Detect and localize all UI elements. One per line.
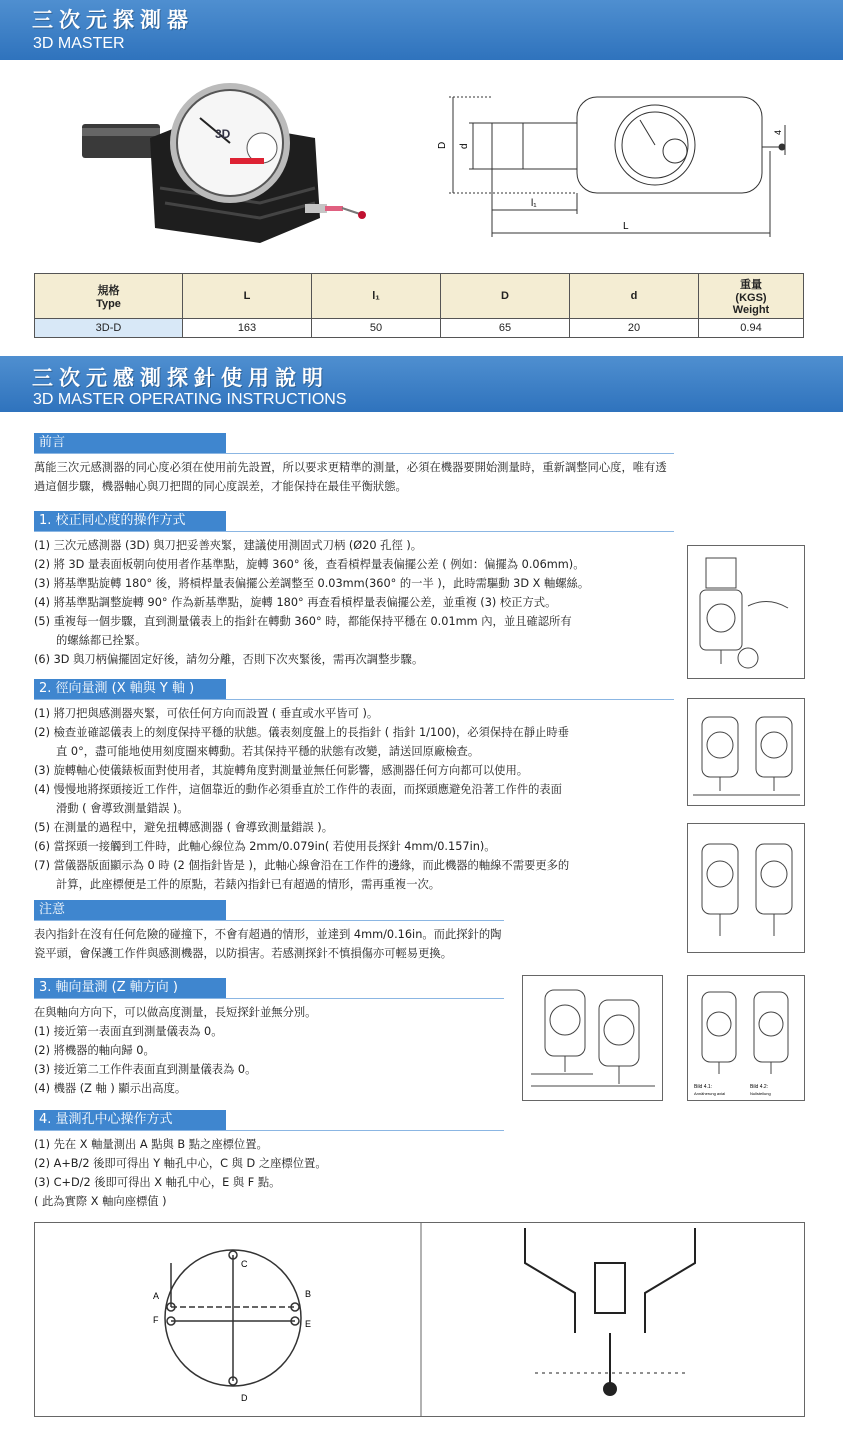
- list-item: (1) 先在 X 軸量測出 A 點與 B 點之座標位置。: [34, 1138, 268, 1151]
- list-item: 在與軸向方向下，可以做高度測量，長短探針並無分別。: [34, 1006, 317, 1019]
- list-item: (3) C+D/2 後即可得出 X 軸孔中心，E 與 F 點。: [34, 1176, 281, 1189]
- technical-drawing: [435, 85, 795, 245]
- header-type: 規格 Type: [35, 274, 183, 319]
- list-item: (7) 當儀器版面顯示為 0 時 (2 個指針皆是 )，此軸心線會沿在工作件的邊緣，而此機器的軸線不需要更多的: [34, 859, 570, 872]
- svg-text:Bild 4.1:: Bild 4.1:: [694, 1084, 713, 1090]
- header-title-en: 3D MASTER: [33, 35, 125, 52]
- list-item: (5) 在測量的過程中，避免扭轉感測器 ( 會導致測量錯誤 )。: [34, 821, 334, 834]
- header-title-zh: 三次元探測器: [32, 8, 194, 32]
- section3-list: [34, 1003, 316, 1098]
- list-item: (3) 旋轉軸心使儀錶板面對使用者，其旋轉角度對測量並無任何影響，感測器任何方向都可以使用。: [34, 764, 529, 777]
- list-item: (2) 將機器的軸向歸 0。: [34, 1044, 155, 1057]
- svg-text:B: B: [305, 1289, 312, 1299]
- svg-text:Nullstellung: Nullstellung: [750, 1091, 771, 1096]
- list-item: (4) 慢慢地將探頭接近工作件，這個靠近的動作必須垂直於工作件的表面，而探頭應避免沿著工作件的表面: [34, 783, 562, 796]
- divider: [34, 998, 504, 999]
- svg-text:Annäherung axial: Annäherung axial: [694, 1091, 726, 1096]
- svg-text:E: E: [305, 1319, 312, 1329]
- divider: [34, 531, 674, 532]
- divider: [34, 453, 674, 454]
- list-item: (6) 當探頭一接觸到工件時，此軸心線位為 2mm/0.079in( 若使用長探針 4mm/0.157in)。: [34, 840, 496, 853]
- foreword-heading: 前言: [34, 433, 226, 453]
- svg-text:d: d: [459, 143, 470, 149]
- figure-radial-2: [687, 823, 805, 953]
- svg-text:F: F: [153, 1315, 159, 1325]
- svg-text:Bild 4.2:: Bild 4.2:: [750, 1084, 769, 1090]
- table-cell: 50: [312, 319, 441, 338]
- table-cell: 0.94: [699, 319, 804, 338]
- figure-calibration: [687, 545, 805, 679]
- product-photo: [80, 78, 370, 248]
- section1-list: [34, 536, 589, 669]
- header-weight: 重量 (KGS) Weight: [699, 274, 804, 319]
- section1-heading: 1. 校正同心度的操作方式: [34, 511, 226, 531]
- figure-radial-1: [687, 698, 805, 806]
- list-item: 直 0°，盡可能地使用刻度圈來轉動。若其保持平穩的狀態有改變，請送回原廠檢查。: [56, 745, 480, 758]
- list-item: (2) A+B/2 後即可得出 Y 軸孔中心，C 與 D 之座標位置。: [34, 1157, 327, 1170]
- figure-axial: [522, 975, 663, 1101]
- list-item: (2) 檢查並確認儀表上的刻度保持平穩的狀態。儀表刻度盤上的長指針 ( 指針 1/100)，必須保持在靜止時垂: [34, 726, 569, 739]
- list-item: (1) 三次元感測器 (3D) 與刀把妥善夾緊，建議使用測固式刀柄 (Ø20 孔徑 )。: [34, 539, 423, 552]
- svg-text:A: A: [153, 1291, 160, 1301]
- section4-heading: 4. 量測孔中心操作方式: [34, 1110, 226, 1130]
- svg-text:C: C: [241, 1259, 248, 1269]
- figure-hole-centering: [34, 1222, 805, 1417]
- note-heading: 注意: [34, 900, 226, 920]
- instructions-banner: [0, 356, 843, 412]
- list-item: 的螺絲都已拴緊。: [56, 634, 147, 647]
- note-text: 表內指針在沒有任何危險的碰撞下，不會有超過的情形，並達到 4mm/0.16in。而此探針的陶 瓷平頭，會保護工作件與感測機器，以防損害。若感測探針不慎損傷亦可輕易更換。: [34, 928, 502, 960]
- table-cell: 163: [183, 319, 312, 338]
- svg-text:4: 4: [773, 129, 783, 135]
- list-item: (3) 將基準點旋轉 180° 後，將槓桿量表偏擺公差調整至 0.03mm(360° 的一半 )，此時需驅動 3D X 軸螺絲。: [34, 577, 590, 590]
- svg-text:3D: 3D: [215, 127, 231, 141]
- list-item: 滑動 ( 會導致測量錯誤 )。: [56, 802, 189, 815]
- figure-axial-small: [687, 975, 805, 1101]
- table-cell: 65: [441, 319, 570, 338]
- list-item: (4) 機器 (Z 軸 ) 顯示出高度。: [34, 1082, 187, 1095]
- instructions-title-en: 3D MASTER OPERATING INSTRUCTIONS: [33, 391, 347, 408]
- section4-list: [34, 1135, 327, 1211]
- header-L: L: [183, 274, 312, 319]
- foreword-text: 萬能三次元感測器的同心度必須在使用前先設置，所以要求更精準的測量，必須在機器要開始測量時，重新調整同心度，唯有透 過這個步驟，機器軸心與刀把間的同心度誤差，才能保持在最佳平衡狀態。: [34, 461, 667, 493]
- section2-list: [34, 704, 569, 894]
- list-item: ( 此為實際 X 軸向座標值 ): [34, 1195, 167, 1208]
- list-item: 計算，此座標便是工件的原點，若錶內指針已有超過的情形，需再重複一次。: [56, 878, 441, 891]
- table-row: [35, 319, 804, 338]
- svg-text:D: D: [437, 141, 448, 149]
- header-banner: [0, 0, 843, 60]
- svg-text:D: D: [241, 1393, 248, 1403]
- list-item: (1) 將刀把與感測器夾緊，可依任何方向而設置 ( 垂直或水平皆可 )。: [34, 707, 379, 720]
- table-cell: 20: [570, 319, 699, 338]
- header-D: D: [441, 274, 570, 319]
- list-item: (3) 接近第二工作件表面直到測量儀表為 0。: [34, 1063, 257, 1076]
- spec-table: [34, 273, 804, 338]
- header-d: d: [570, 274, 699, 319]
- list-item: (2) 將 3D 量表面板朝向使用者作基準點，旋轉 360° 後，查看槓桿量表偏擺公差 ( 例如：偏擺為 0.06mm)。: [34, 558, 585, 571]
- list-item: (4) 將基準點調整旋轉 90° 作為新基準點，旋轉 180° 再查看槓桿量表偏擺公差，並重複 (3) 校正方式。: [34, 596, 557, 609]
- svg-text:L: L: [623, 221, 629, 232]
- divider: [34, 699, 674, 700]
- list-item: (6) 3D 與刀柄偏擺固定好後，請勿分離，否則下次夾緊後，需再次調整步驟。: [34, 653, 424, 666]
- section2-heading: 2. 徑向量測 (X 軸與 Y 軸 ): [34, 679, 226, 699]
- instructions-title-zh: 三次元感測探針使用說明: [32, 366, 329, 390]
- svg-text:l₁: l₁: [531, 198, 537, 209]
- header-l1: l₁: [312, 274, 441, 319]
- list-item: (5) 重複每一個步驟，直到測量儀表上的指針在轉動 360° 時，都能保持平穩在 0.01mm 內，並且確認所有: [34, 615, 572, 628]
- divider: [34, 920, 504, 921]
- table-cell: 3D-D: [35, 319, 183, 338]
- divider: [34, 1130, 504, 1131]
- list-item: (1) 接近第一表面直到測量儀表為 0。: [34, 1025, 223, 1038]
- section3-heading: 3. 軸向量測 (Z 軸方向 ): [34, 978, 226, 998]
